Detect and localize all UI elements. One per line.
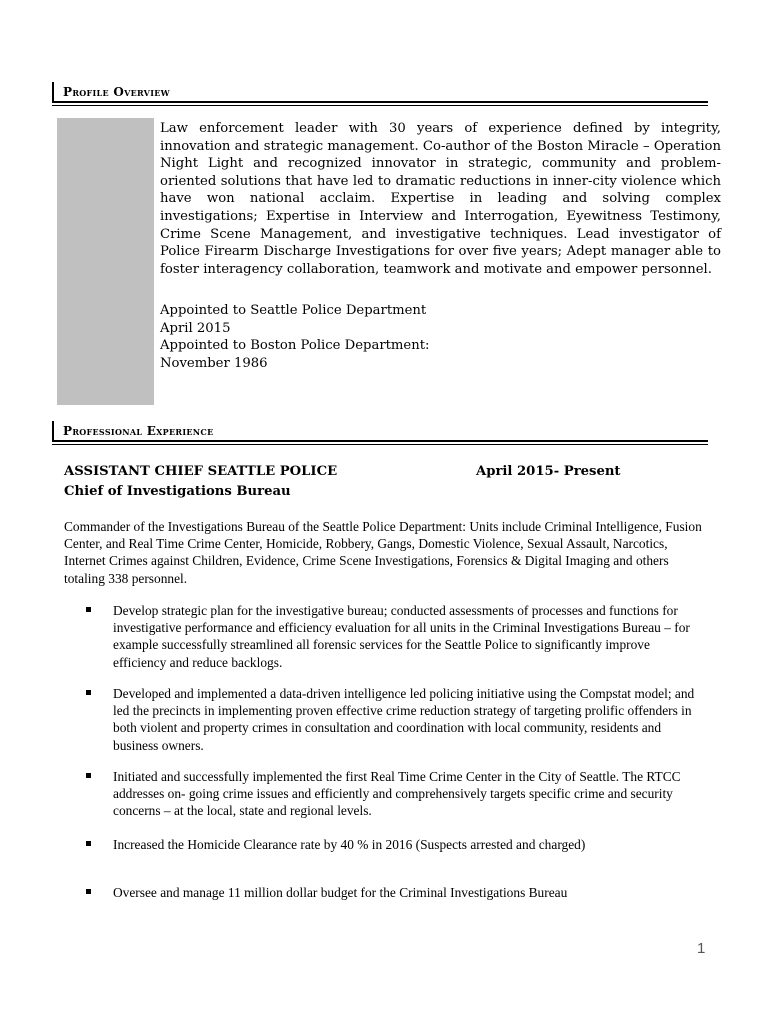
appointments <box>160 302 560 372</box>
section-rule <box>52 440 708 442</box>
photo-placeholder <box>57 118 154 405</box>
section-title: Profile Overview <box>63 85 170 99</box>
section-left-bar <box>52 421 54 441</box>
section-rule <box>52 101 708 103</box>
bullet-text: Developed and implemented a data-driven intelligence led policing initiative using the Compstat model; and led the precincts in implementing proven effective crime reduction strategy of targeting prolific offenders in both violent and property crimes in consultation and coordination with local community, residents and business owners. <box>113 686 695 753</box>
job-title: ASSISTANT CHIEF SEATTLE POLICE <box>64 464 338 479</box>
bullet-square-icon <box>86 773 91 778</box>
profile-summary: Law enforcement leader with 30 years of experience defined by integrity, innovation and strategic management. Co-author of the Boston Miracle – Operation Night Light and recognized innovator in strategic, community and problem-oriented solutions that have led to dramatic reductions in inner-city violence which have won national acclaim. Expertise in leading and solving complex investigations; Expertise in Interview and Interrogation, Eyewitness Testimony, Crime Scene Management, and investigative techniques. Lead investigator of Police Firearm Discharge Investigations for over five years; Adept manager able to foster interagency collaboration, teamwork and motivate and empower personnel. <box>160 121 721 277</box>
job-subtitle: Chief of Investigations Bureau <box>64 484 291 499</box>
bullet-square-icon <box>86 607 91 612</box>
appointment-line: Appointed to Seattle Police Department <box>160 303 427 318</box>
list-item <box>86 884 706 901</box>
page-number: 1 <box>697 940 706 957</box>
section-rule-thin <box>52 105 708 106</box>
appointment-line: April 2015 <box>160 320 231 336</box>
job-dates: April 2015- Present <box>476 464 621 479</box>
list-item <box>86 685 706 754</box>
bullet-text: Develop strategic plan for the investigative bureau; conducted assessments of processes and functions for investigative performance and efficiency evaluation for all units in the Criminal Investigations Bureau – for example successfully streamlined all forensic services for the Seattle Police to significantly improve efficiency and reduce backlogs. <box>113 603 690 670</box>
section-title: Professional Experience <box>63 424 214 438</box>
job-description: Commander of the Investigations Bureau of the Seattle Police Department: Units include Criminal Intelligence, Fusion Center, and Real Time Crime Center, Homicide, Robbery, Gangs, Domestic Violence, Sexual Assault, Narcotics, Internet Crimes against Children, Evidence, Crime Scene Investigations, Forensics & Digital Imaging and others totaling 338 personnel. <box>64 519 702 586</box>
list-item <box>86 836 706 853</box>
bullet-square-icon <box>86 690 91 695</box>
section-left-bar <box>52 82 54 102</box>
list-item <box>86 602 706 671</box>
bullet-text: Initiated and successfully implemented the first Real Time Crime Center in the City of Seattle. The RTCC addresses on- going crime issues and efficiently and comprehensively targets specific crime and security concerns – at the local, state and regional levels. <box>113 769 681 819</box>
bullet-square-icon <box>86 889 91 894</box>
profile-overview-header <box>52 82 708 102</box>
section-rule-thin <box>52 444 708 445</box>
bullet-text: Increased the Homicide Clearance rate by 40 % in 2016 (Suspects arrested and charged) <box>113 837 586 852</box>
bullet-text: Oversee and manage 11 million dollar budget for the Criminal Investigations Bureau <box>113 885 568 900</box>
appointment-line: November 1986 <box>160 355 268 371</box>
bullet-square-icon <box>86 841 91 846</box>
professional-experience-header <box>52 421 708 441</box>
list-item <box>86 768 706 820</box>
appointment-line: Appointed to Boston Police Department: <box>160 338 430 354</box>
